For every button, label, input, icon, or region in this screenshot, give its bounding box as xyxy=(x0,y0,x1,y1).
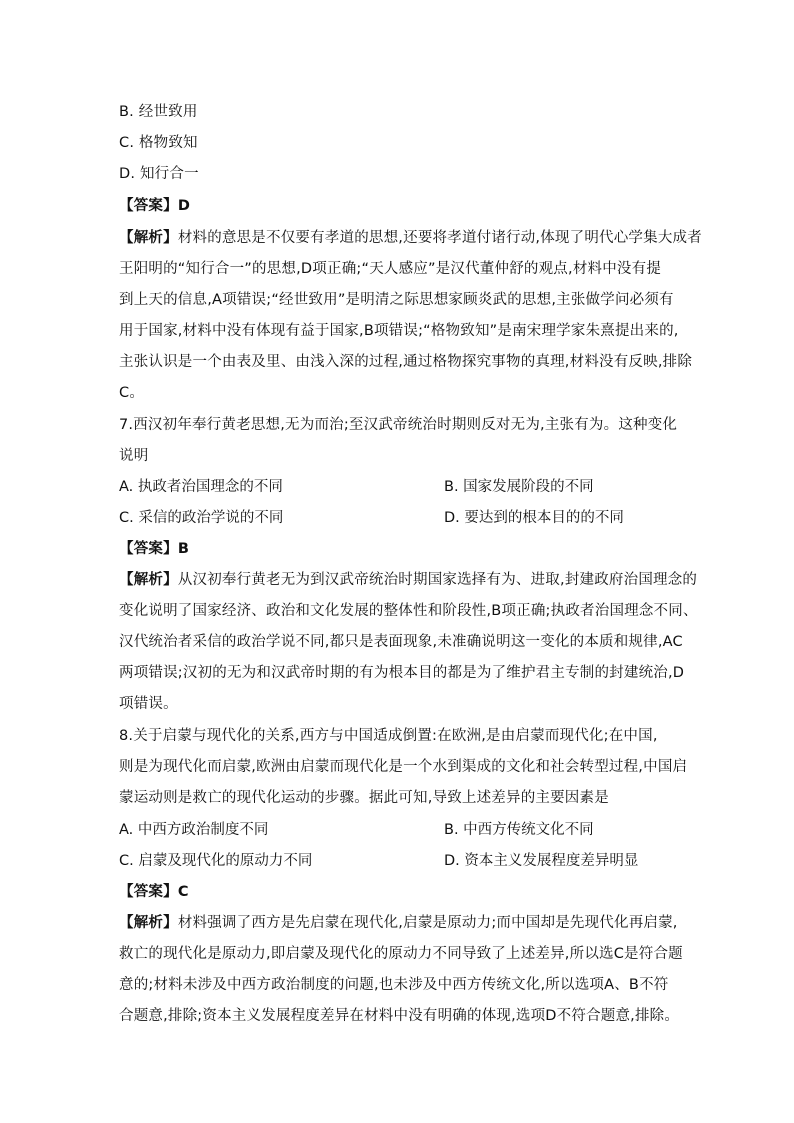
q7-analysis-line-2: 变化说明了国家经济、政治和文化发展的整体性和阶段性,B项正确;执政者治国理念不同、 xyxy=(119,603,698,619)
answer-value: B xyxy=(177,541,190,557)
q6-analysis-line-4: 用于国家,材料中没有体现有益于国家,B项错误;“格物致知”是南宋理学家朱熹提出来的, xyxy=(119,323,679,339)
q8-analysis-line-2: 救亡的现代化是原动力,即启蒙及现代化的原动力不同导致了上述差异,所以选C是符合题 xyxy=(119,946,683,962)
q7-answer xyxy=(119,539,679,559)
q7-option-a: A. 执政者治国理念的不同 xyxy=(119,479,283,495)
q8-stem-line-1: 8.关于启蒙与现代化的关系,西方与中国适成倒置:在欧洲,是由启蒙而现代化;在中国, xyxy=(119,728,658,744)
q8-stem-line-3: 蒙运动则是救亡的现代化运动的步骤。据此可知,导致上述差异的主要因素是 xyxy=(119,790,609,806)
q8-option-a: A. 中西方政治制度不同 xyxy=(119,822,269,838)
q8-analysis-line-1: 【解析】材料强调了西方是先启蒙在现代化,启蒙是原动力;而中国却是先现代化再启蒙, xyxy=(119,915,678,931)
q6-option-d: D. 知行合一 xyxy=(119,166,199,182)
q6-analysis-line-3: 到上天的信息,A项错误;“经世致用”是明清之际思想家顾炎武的思想,主张做学问必须有 xyxy=(119,292,674,308)
q7-option-c: C. 采信的政治学说的不同 xyxy=(119,510,284,526)
q6-analysis-line-1: 【解析】材料的意思是不仅要有孝道的思想,还要将孝道付诸行动,体现了明代心学集大成者 xyxy=(119,230,702,246)
answer-label: 【答案】 xyxy=(119,541,178,557)
q7-analysis-line-1: 【解析】从汉初奉行黄老无为到汉武帝统治时期国家选择有为、进取,封建政府治国理念的 xyxy=(119,572,698,588)
q6-answer xyxy=(119,196,679,216)
q8-option-d: D. 资本主义发展程度差异明显 xyxy=(444,853,639,869)
q8-analysis-line-4: 合题意,排除;资本主义发展程度差异在材料中没有明确的体现,选项D不符合题意,排除。 xyxy=(119,1008,680,1024)
q7-option-b: B. 国家发展阶段的不同 xyxy=(444,479,594,495)
analysis-label: 【解析】 xyxy=(119,230,178,246)
analysis-label: 【解析】 xyxy=(119,915,178,931)
q6-analysis-line-2: 王阳明的“知行合一”的思想,D项正确;“天人感应”是汉代董仲舒的观点,材料中没有提 xyxy=(119,261,662,277)
q7-analysis-line-4: 两项错误;汉初的无为和汉武帝时期的有为根本目的都是为了维护君主专制的封建统治,D xyxy=(119,665,685,681)
analysis-label: 【解析】 xyxy=(119,572,178,588)
answer-value: D xyxy=(177,198,191,214)
q7-analysis-line-5: 项错误。 xyxy=(119,696,178,712)
answer-label: 【答案】 xyxy=(119,884,178,900)
q8-analysis-line-3: 意的;材料未涉及中西方政治制度的问题,也未涉及中西方传统文化,所以选项A、B不符 xyxy=(119,977,669,993)
answer-label: 【答案】 xyxy=(119,198,178,214)
q6-option-b: B. 经世致用 xyxy=(119,104,198,120)
q8-stem-line-2: 则是为现代化而启蒙,欧洲由启蒙而现代化是一个水到渠成的文化和社会转型过程,中国启 xyxy=(119,759,688,775)
q7-option-d: D. 要达到的根本目的的不同 xyxy=(444,510,624,526)
q8-answer xyxy=(119,882,679,902)
answer-value: C xyxy=(177,884,189,900)
q7-analysis-line-3: 汉代统治者采信的政治学说不同,都只是表面现象,未准确说明这一变化的本质和规律,AC xyxy=(119,634,683,650)
q7-stem-line-1: 7.西汉初年奉行黄老思想,无为而治;至汉武帝统治时期则反对无为,主张有为。这种变化 xyxy=(119,417,678,433)
q6-analysis-line-6: C。 xyxy=(119,385,145,401)
q6-option-c: C. 格物致知 xyxy=(119,135,198,151)
q8-option-b: B. 中西方传统文化不同 xyxy=(444,822,594,838)
q7-stem-line-2: 说明 xyxy=(119,448,149,464)
q6-analysis-line-5: 主张认识是一个由表及里、由浅入深的过程,通过格物探究事物的真理,材料没有反映,排除 xyxy=(119,354,693,370)
q8-option-c: C. 启蒙及现代化的原动力不同 xyxy=(119,853,313,869)
